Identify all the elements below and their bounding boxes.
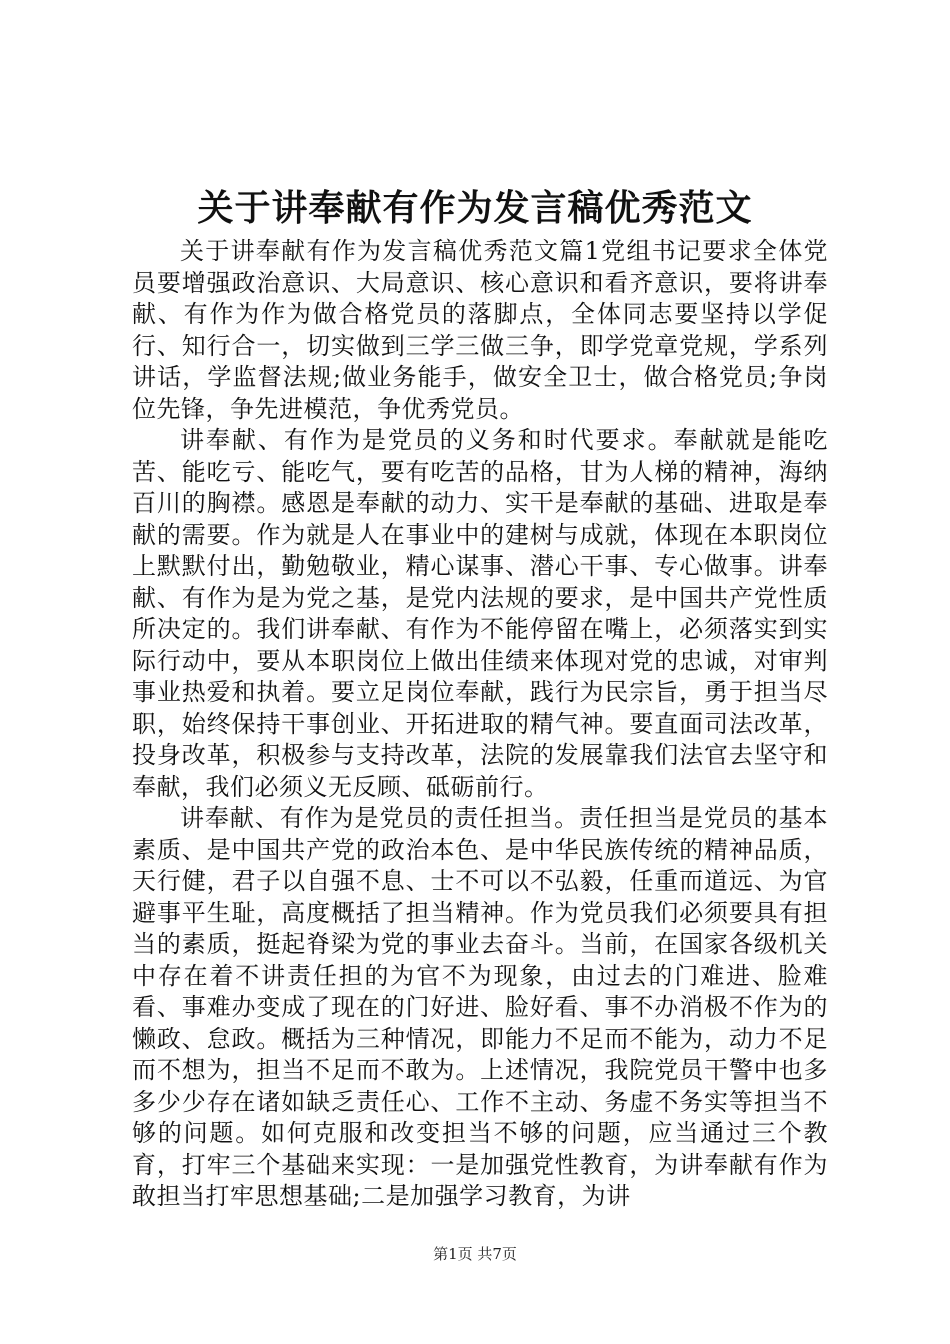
paragraph-1: 关于讲奉献有作为发言稿优秀范文篇1党组书记要求全体党员要增强政治意识、大局意识、核心意识和看齐意识，要将讲奉献、有作为作为做合格党员的落脚点，全体同志要坚持以学促行、知行合一，切实做到三学三做三争，即学党章党规，学系列讲话，学监督法规;做业务能手，做安全卫士，做合格党员;争岗位先锋，争先进模范，争优秀党员。: [132, 237, 828, 423]
paragraph-3: 讲奉献、有作为是党员的责任担当。责任担当是党员的基本素质、是中国共产党的政治本色、是中华民族传统的精神品质，天行健，君子以自强不息、士不可以不弘毅，任重而道远、为官避事平生耻，高度概括了担当精神。作为党员我们必须要具有担当的素质，挺起脊梁为党的事业去奋斗。当前，在国家各级机关中存在着不讲责任担的为官不为现象，由过去的门难进、脸难看、事难办变成了现在的门好进、脸好看、事不办消极不作为的懒政、怠政。概括为三种情况，即能力不足而不能为，动力不足而不想为，担当不足而不敢为。上述情况，我院党员干警中也多多少少存在诸如缺乏责任心、工作不主动、务虚不务实等担当不够的问题。如何克服和改变担当不够的问题，应当通过三个教育，打牢三个基础来实现：一是加强党性教育，为讲奉献有作为敢担当打牢思想基础;二是加强学习教育，为讲: [132, 804, 828, 1210]
paragraph-2: 讲奉献、有作为是党员的义务和时代要求。奉献就是能吃苦、能吃亏、能吃气，要有吃苦的品格，甘为人梯的精神，海纳百川的胸襟。感恩是奉献的动力、实干是奉献的基础、进取是奉献的需要。作为就是人在事业中的建树与成就，体现在本职岗位上默默付出，勤勉敬业，精心谋事、潜心干事、专心做事。讲奉献、有作为是为党之基，是党内法规的要求，是中国共产党性质所决定的。我们讲奉献、有作为不能停留在嘴上，必须落实到实际行动中，要从本职岗位上做出佳绩来体现对党的忠诚，对审判事业热爱和执着。要立足岗位奉献，践行为民宗旨，勇于担当尽职，始终保持干事创业、开拓进取的精气神。要直面司法改革，投身改革，积极参与支持改革，法院的发展靠我们法官去坚守和奉献，我们必须义无反顾、砥砺前行。: [132, 426, 828, 801]
page-footer: 第1页 共7页: [433, 1245, 517, 1263]
document-body: [132, 236, 828, 1213]
document-title: 关于讲奉献有作为发言稿优秀范文: [197, 187, 753, 229]
